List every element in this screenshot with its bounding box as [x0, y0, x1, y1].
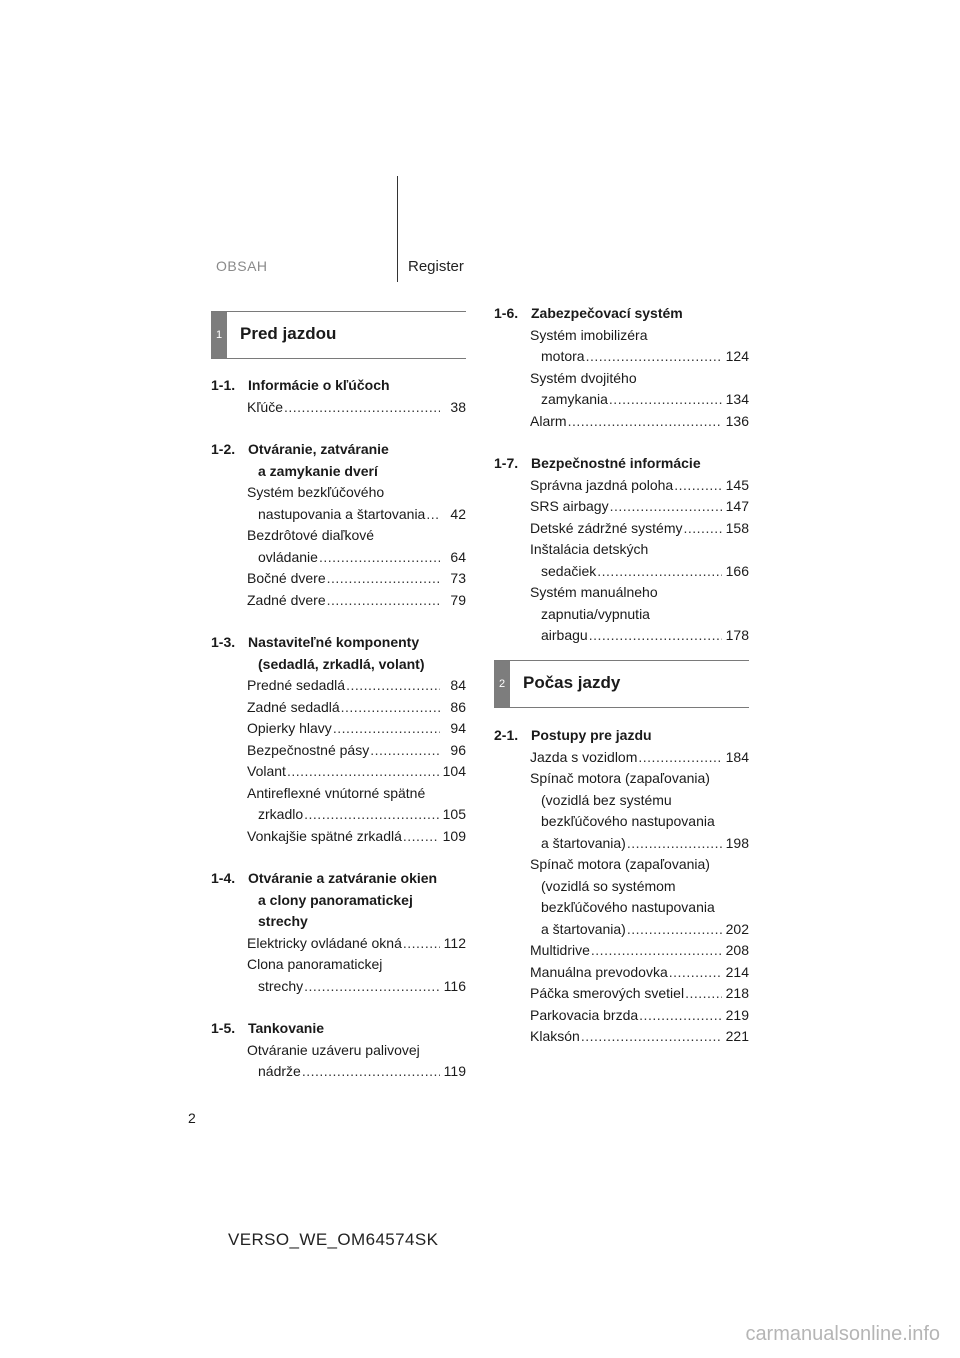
section-code: 1-3.: [211, 634, 236, 650]
leader-dots: [627, 919, 722, 941]
page-number: 124: [725, 348, 749, 364]
toc-entry[interactable]: [211, 783, 466, 826]
toc-entry[interactable]: [494, 940, 749, 962]
section-code: 1-2.: [211, 441, 236, 457]
leader-dots: [568, 411, 722, 433]
entry-title: Manuálna prevodovka: [530, 963, 668, 980]
page-number: 145: [725, 476, 749, 493]
toc-entry[interactable]: [494, 747, 749, 769]
entry-title: Kľúče: [247, 398, 283, 415]
entry-title-cont: sedačiek: [541, 562, 597, 579]
toc-entry[interactable]: [211, 954, 466, 997]
leader-dots: [284, 397, 440, 419]
page-number: 64: [450, 548, 466, 565]
section-title-cont: a clony panoramatickej: [258, 891, 413, 908]
toc-entry[interactable]: [211, 482, 466, 525]
entry-title: Elektricky ovládané okná: [247, 934, 402, 951]
entry-title-cont: strechy: [258, 977, 304, 994]
page-number: 86: [450, 698, 466, 715]
section-heading: [211, 868, 466, 933]
entry-title: Systém manuálneho: [530, 584, 658, 600]
entry-title: Multidrive: [530, 942, 590, 958]
section-title: Nastaviteľné komponenty: [248, 634, 420, 650]
toc-entry[interactable]: [211, 397, 466, 419]
leader-dots: [403, 933, 440, 955]
entry-title: Antireflexné vnútorné spätné: [247, 784, 426, 801]
toc-entry[interactable]: [494, 368, 749, 411]
toc-entry[interactable]: [494, 1005, 749, 1027]
page-number: 105: [442, 806, 466, 822]
leader-dots: [302, 1061, 440, 1083]
toc-entry[interactable]: [211, 1040, 466, 1083]
toc-entry[interactable]: [494, 518, 749, 540]
leader-dots: [304, 804, 439, 826]
chapter-number: 1: [211, 312, 227, 358]
section-title: Otváranie, zatváranie: [248, 441, 389, 457]
entry-title: SRS airbagy: [530, 498, 609, 514]
page-number: 178: [725, 627, 749, 643]
page-number: 38: [450, 398, 466, 415]
entry-title: Zadné sedadlá: [247, 698, 340, 715]
entry-title: Otváranie uzáveru palivovej: [247, 1041, 420, 1058]
entry-title: Zadné dvere: [247, 591, 326, 608]
entry-title: Jazda s vozidlom: [530, 748, 638, 765]
entry-title-cont: a štartovania): [541, 834, 626, 851]
entry-title-cont: motora: [541, 348, 585, 364]
leader-dots: [685, 983, 722, 1005]
page-number: 158: [725, 519, 749, 536]
page-number: 119: [443, 1063, 466, 1079]
entry-title: Volant: [247, 763, 286, 779]
leader-dots: [586, 346, 722, 368]
leader-dots: [669, 962, 722, 984]
leader-dots: [370, 740, 440, 762]
leader-dots: [341, 697, 440, 719]
chapter-banner-2: [494, 660, 749, 708]
leader-dots: [609, 389, 722, 411]
entry-title: Predné sedadlá: [247, 677, 346, 693]
page-number: 134: [725, 391, 749, 407]
page-number: 214: [725, 963, 749, 980]
section-heading: [211, 632, 466, 675]
page-number: 136: [725, 412, 749, 429]
toc-entry[interactable]: [494, 325, 749, 368]
entry-title: Alarm: [530, 412, 567, 429]
toc-entry[interactable]: [211, 761, 466, 783]
entry-title-cont: bezkľúčového nastupovania: [541, 899, 715, 915]
entry-title: Systém imobilizéra: [530, 326, 648, 343]
leader-dots: [327, 568, 440, 590]
section-code: 1-7.: [494, 455, 519, 471]
leader-dots: [304, 976, 440, 998]
watermark: carmanualsonline.info: [745, 1323, 940, 1345]
toc-column-left: [211, 375, 466, 1083]
entry-title: Bezpečnostné pásy: [247, 741, 370, 758]
entry-title-cont: a štartovania): [541, 920, 626, 937]
section-heading: [211, 375, 466, 397]
header-divider: [397, 176, 398, 282]
leader-dots: [319, 547, 440, 569]
leader-dots: [684, 518, 722, 540]
entry-title: Systém dvojitého: [530, 369, 637, 386]
entry-title-cont: (vozidlá so systémom: [541, 877, 676, 894]
page-number: 166: [725, 562, 749, 579]
entry-title: Spínač motora (zapaľovania): [530, 856, 710, 872]
toc-entry[interactable]: [494, 496, 749, 518]
section-title: Postupy pre jazdu: [531, 727, 652, 743]
toc-column-right-lower: [494, 725, 749, 1048]
toc-entry[interactable]: [494, 962, 749, 984]
section-heading: [494, 303, 749, 325]
toc-entry[interactable]: [494, 475, 749, 497]
toc-entry[interactable]: [211, 740, 466, 762]
section-heading: [211, 1018, 466, 1040]
page-number: 116: [443, 977, 466, 994]
leader-dots: [638, 747, 721, 769]
toc-entry[interactable]: [211, 933, 466, 955]
leader-dots: [426, 504, 440, 526]
toc-entry[interactable]: [211, 675, 466, 697]
entry-title: Opierky hlavy: [247, 720, 332, 736]
page-number: 184: [725, 748, 749, 765]
header-index-label[interactable]: Register: [408, 258, 464, 275]
page-number: 208: [725, 942, 749, 958]
toc-entry[interactable]: [494, 1026, 749, 1048]
page-number: 218: [725, 985, 749, 1001]
leader-dots: [589, 625, 722, 647]
leader-dots: [333, 718, 440, 740]
page-number: 147: [725, 498, 749, 514]
section-code: 1-4.: [211, 870, 236, 886]
page-number: 109: [442, 827, 466, 844]
entry-title-cont: zapnutia/vypnutia: [541, 605, 650, 622]
page-number: 221: [725, 1028, 749, 1044]
section-heading: [494, 725, 749, 747]
page-number: 219: [725, 1006, 749, 1023]
chapter-number: 2: [494, 661, 510, 707]
toc-entry[interactable]: [211, 525, 466, 568]
entry-title-cont: zamykania: [541, 391, 608, 407]
chapter-title: Počas jazdy: [523, 673, 621, 692]
page-number: 79: [450, 591, 466, 608]
page-number: 42: [450, 505, 466, 522]
toc-entry[interactable]: [494, 854, 749, 940]
entry-title-cont: bezkľúčového nastupovania: [541, 813, 715, 829]
entry-title: Parkovacia brzda: [530, 1006, 639, 1023]
page-number: 94: [450, 720, 466, 736]
entry-title-cont: airbagu: [541, 627, 588, 643]
page-number: 84: [450, 677, 466, 693]
page-number: 96: [450, 741, 466, 758]
entry-title: Systém bezkľúčového: [247, 484, 385, 500]
entry-title: Bezdrôtové diaľkové: [247, 527, 375, 543]
section-code: 1-1.: [211, 377, 236, 393]
leader-dots: [327, 590, 440, 612]
toc-entry[interactable]: [494, 539, 749, 582]
entry-title: Vonkajšie spätné zrkadlá: [247, 827, 402, 844]
leader-dots: [581, 1026, 722, 1048]
leader-dots: [597, 561, 721, 583]
entry-title: Detské zádržné systémy: [530, 519, 683, 536]
chapter-title: Pred jazdou: [240, 324, 337, 343]
header-contents-label[interactable]: OBSAH: [216, 258, 268, 274]
entry-title: Páčka smerových svetiel: [530, 985, 685, 1001]
leader-dots: [639, 1005, 721, 1027]
leader-dots: [403, 826, 439, 848]
section-title: Otváranie a zatváranie okien: [248, 870, 438, 886]
entry-title-cont: (vozidlá bez systému: [541, 791, 672, 808]
leader-dots: [627, 833, 722, 855]
page-number-footer: 2: [188, 1110, 196, 1126]
toc-column-right: [494, 303, 749, 647]
section-title: Bezpečnostné informácie: [531, 455, 701, 471]
leader-dots: [610, 496, 722, 518]
entry-title: Klaksón: [530, 1028, 580, 1044]
section-title: Informácie o kľúčoch: [248, 377, 390, 393]
page-number: 104: [442, 763, 466, 779]
leader-dots: [346, 675, 440, 697]
entry-title: Bočné dvere: [247, 570, 326, 586]
section-title: Tankovanie: [248, 1020, 324, 1036]
toc-entry[interactable]: [494, 582, 749, 647]
section-heading: [494, 453, 749, 475]
toc-entry[interactable]: [211, 590, 466, 612]
toc-entry[interactable]: [211, 568, 466, 590]
entry-title-cont: ovládanie: [258, 548, 318, 565]
page-number: 202: [725, 920, 749, 937]
toc-entry[interactable]: [211, 826, 466, 848]
entry-title: Správna jazdná poloha: [530, 476, 674, 493]
section-title-cont: a zamykanie dverí: [258, 462, 378, 479]
page-number: 198: [725, 834, 749, 851]
entry-title-cont: zrkadlo: [258, 806, 304, 822]
toc-entry[interactable]: [494, 983, 749, 1005]
page-number: 112: [443, 934, 466, 951]
toc-entry[interactable]: [494, 768, 749, 854]
section-code: 1-6.: [494, 305, 519, 321]
leader-dots: [287, 761, 439, 783]
entry-title: Spínač motora (zapaľovania): [530, 770, 710, 786]
page-number: 73: [450, 570, 466, 586]
section-title: Zabezpečovací systém: [531, 305, 683, 321]
section-title-cont: (sedadlá, zrkadlá, volant): [258, 655, 425, 672]
section-title-cont: strechy: [258, 913, 308, 929]
entry-title: Clona panoramatickej: [247, 956, 383, 972]
entry-title-cont: nastupovania a štartovania: [258, 505, 426, 522]
toc-entry[interactable]: [494, 411, 749, 433]
section-code: 2-1.: [494, 727, 519, 743]
toc-entry[interactable]: [211, 718, 466, 740]
section-code: 1-5.: [211, 1020, 236, 1036]
leader-dots: [591, 940, 722, 962]
section-heading: [211, 439, 466, 482]
manual-code: VERSO_WE_OM64574SK: [228, 1230, 439, 1249]
entry-title-cont: nádrže: [258, 1063, 301, 1079]
leader-dots: [674, 475, 721, 497]
toc-entry[interactable]: [211, 697, 466, 719]
chapter-banner-1: [211, 311, 466, 359]
entry-title: Inštalácia detských: [530, 541, 649, 557]
